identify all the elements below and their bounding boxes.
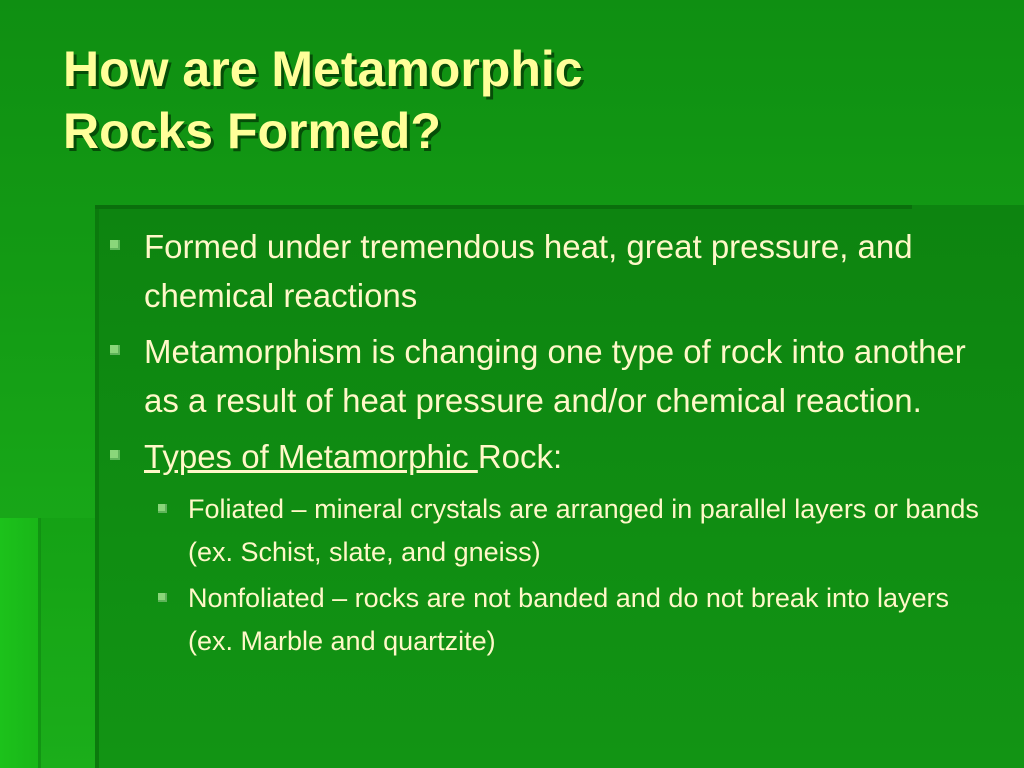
square-bullet-icon <box>110 240 120 250</box>
background-left-strip <box>0 518 40 768</box>
sub-bullet-text: Foliated – mineral crystals are arranged in parallel layers or bands (ex. Schist, slate, and gneiss) <box>188 494 979 567</box>
bullet-text-rest: Rock: <box>477 438 563 475</box>
sub-bullet-nonfoliated <box>144 577 990 663</box>
sub-bullet-text: Nonfoliated – rocks are not banded and do not break into layers (ex. Marble and quartzite) <box>188 583 949 656</box>
bullet-item-types <box>100 432 990 481</box>
bullet-text: Formed under tremendous heat, great pressure, and chemical reactions <box>144 228 913 314</box>
slide-content <box>100 222 990 666</box>
bullet-item-formation <box>100 222 990 320</box>
sub-bullet-foliated <box>144 488 990 574</box>
background-panel-edge <box>95 205 912 209</box>
square-bullet-icon <box>110 450 120 460</box>
bullet-text-underlined: Types of Metamorphic <box>144 438 478 475</box>
slide-title-line-1: How are Metamorphic <box>63 41 583 97</box>
slide-title-line-2: Rocks Formed? <box>63 103 441 159</box>
slide-title <box>63 38 963 162</box>
bullet-item-metamorphism <box>100 327 990 425</box>
square-bullet-icon <box>110 345 120 355</box>
square-bullet-icon <box>158 504 167 513</box>
bullet-text: Metamorphism is changing one type of rock into another as a result of heat pressure and/or chemical reaction. <box>144 333 966 419</box>
square-bullet-icon <box>158 593 167 602</box>
